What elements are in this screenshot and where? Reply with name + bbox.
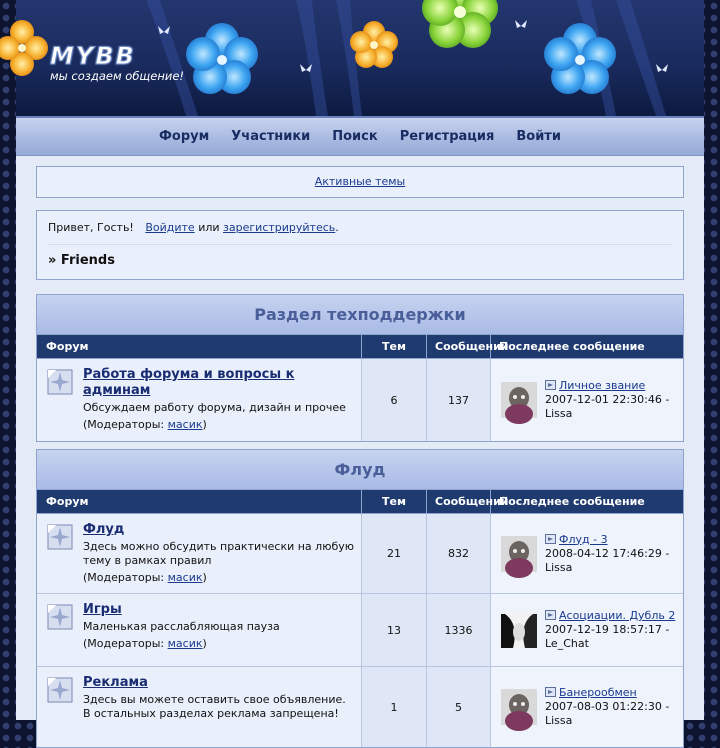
avatar[interactable] xyxy=(501,689,537,725)
forum-icon xyxy=(47,677,73,703)
login-link[interactable]: Войдите xyxy=(145,221,195,234)
last-post-user: Le_Chat xyxy=(545,637,589,650)
site-logo[interactable] xyxy=(50,42,190,83)
topics-count: 6 xyxy=(362,359,427,441)
nav-login[interactable]: Войти xyxy=(516,129,561,144)
forum-row xyxy=(37,514,683,594)
col-last-post: Последнее сообщение xyxy=(499,340,645,353)
mods-label: (Модераторы: xyxy=(83,637,165,650)
forum-row xyxy=(37,667,683,747)
col-topics: Тем xyxy=(362,335,427,358)
forum-title-link[interactable]: Реклама xyxy=(83,675,148,690)
mods-label: (Модераторы: xyxy=(83,418,165,431)
register-link[interactable]: зарегистрируйтесь xyxy=(223,221,336,234)
col-forum: Форум xyxy=(37,335,362,358)
message-icon xyxy=(545,610,556,620)
topics-count: 21 xyxy=(362,514,427,593)
logo-subtitle: мы создаем общение! xyxy=(50,69,185,83)
category-title[interactable]: Раздел техподдержки xyxy=(37,295,683,335)
forum-icon xyxy=(47,369,73,395)
moderator-link[interactable]: масик xyxy=(167,571,203,584)
mods-end: ) xyxy=(202,571,207,584)
forum-moderators xyxy=(83,637,355,650)
logo-text: MYBB xyxy=(50,42,136,70)
forum-description: Здесь вы можете оставить свое объявление. В остальных разделах реклама запрещена! xyxy=(83,693,346,720)
forum-moderators xyxy=(83,418,355,431)
moderator-link[interactable]: масик xyxy=(167,637,203,650)
col-forum: Форум xyxy=(37,490,362,513)
nav-register[interactable]: Регистрация xyxy=(399,129,495,144)
last-post-user: Lissa xyxy=(545,560,573,574)
message-icon xyxy=(545,687,556,697)
forum-description: Здесь можно обсудить практически на любую тему в рамках правил xyxy=(83,540,355,567)
col-topics: Тем xyxy=(362,490,427,513)
forum-title-link[interactable]: Работа форума и вопросы к админам xyxy=(83,367,295,398)
or-text: или xyxy=(198,221,220,234)
forum-description: Маленькая расслабляющая пауза xyxy=(83,620,280,633)
nav-members[interactable]: Участники xyxy=(231,129,311,144)
message-icon xyxy=(545,534,556,544)
table-header xyxy=(37,335,683,359)
col-posts: Сообщений xyxy=(427,335,491,358)
last-post-date: 2008-04-12 17:46:29 - xyxy=(545,546,670,560)
avatar[interactable] xyxy=(501,612,537,648)
avatar[interactable] xyxy=(501,382,537,418)
category-title[interactable]: Флуд xyxy=(37,450,683,490)
last-post-link[interactable]: Банерообмен xyxy=(559,686,637,699)
header-banner xyxy=(16,0,704,116)
breadcrumb: » Friends xyxy=(48,253,115,268)
active-topics-link[interactable]: Активные темы xyxy=(314,175,406,188)
table-header xyxy=(37,490,683,514)
forum-moderators xyxy=(83,571,355,584)
forum-icon xyxy=(47,524,73,550)
welcome-line xyxy=(48,221,672,234)
period-text: . xyxy=(335,221,339,234)
topics-count: 1 xyxy=(362,667,427,747)
topics-count: 13 xyxy=(362,594,427,666)
posts-count: 1336 xyxy=(427,594,491,666)
forum-title-link[interactable]: Флуд xyxy=(83,522,125,537)
forum-icon xyxy=(47,604,73,630)
last-post-user: Lissa xyxy=(545,407,573,420)
mods-end: ) xyxy=(202,418,207,431)
forum-description: Обсуждаем работу форума, дизайн и прочее xyxy=(83,401,346,414)
nav-search[interactable]: Поиск xyxy=(332,129,378,144)
active-topics-box xyxy=(36,166,684,198)
avatar[interactable] xyxy=(501,536,537,572)
forum-row xyxy=(37,359,683,441)
last-post-date: 2007-08-03 01:22:30 - xyxy=(545,700,670,713)
last-post-link[interactable]: Флуд - 3 xyxy=(559,532,608,546)
forum-row xyxy=(37,594,683,667)
last-post-user: Lissa xyxy=(545,714,573,727)
col-last-post: Последнее сообщение xyxy=(499,495,645,508)
message-icon xyxy=(545,380,556,390)
posts-count: 5 xyxy=(427,667,491,747)
greeting-text: Привет, Гость! xyxy=(48,221,134,234)
mods-label: (Модераторы: xyxy=(83,571,165,584)
moderator-link[interactable]: масик xyxy=(167,418,203,431)
nav-forum[interactable]: Форум xyxy=(159,129,210,144)
category-support xyxy=(36,294,684,442)
col-posts: Сообщений xyxy=(427,490,491,513)
welcome-box xyxy=(36,210,684,280)
page xyxy=(16,0,704,727)
forum-title-link[interactable]: Игры xyxy=(83,602,122,617)
last-post-link[interactable]: Личное звание xyxy=(559,379,646,392)
main-navigation xyxy=(16,116,704,156)
last-post-link[interactable]: Асоциации. Дубль 2 xyxy=(559,609,676,622)
last-post-date: 2007-12-19 18:57:17 - xyxy=(545,623,670,636)
divider xyxy=(48,244,672,245)
mods-end: ) xyxy=(202,637,207,650)
last-post-date: 2007-12-01 22:30:46 - xyxy=(545,393,670,406)
posts-count: 832 xyxy=(427,514,491,593)
posts-count: 137 xyxy=(427,359,491,441)
category-flood xyxy=(36,449,684,748)
